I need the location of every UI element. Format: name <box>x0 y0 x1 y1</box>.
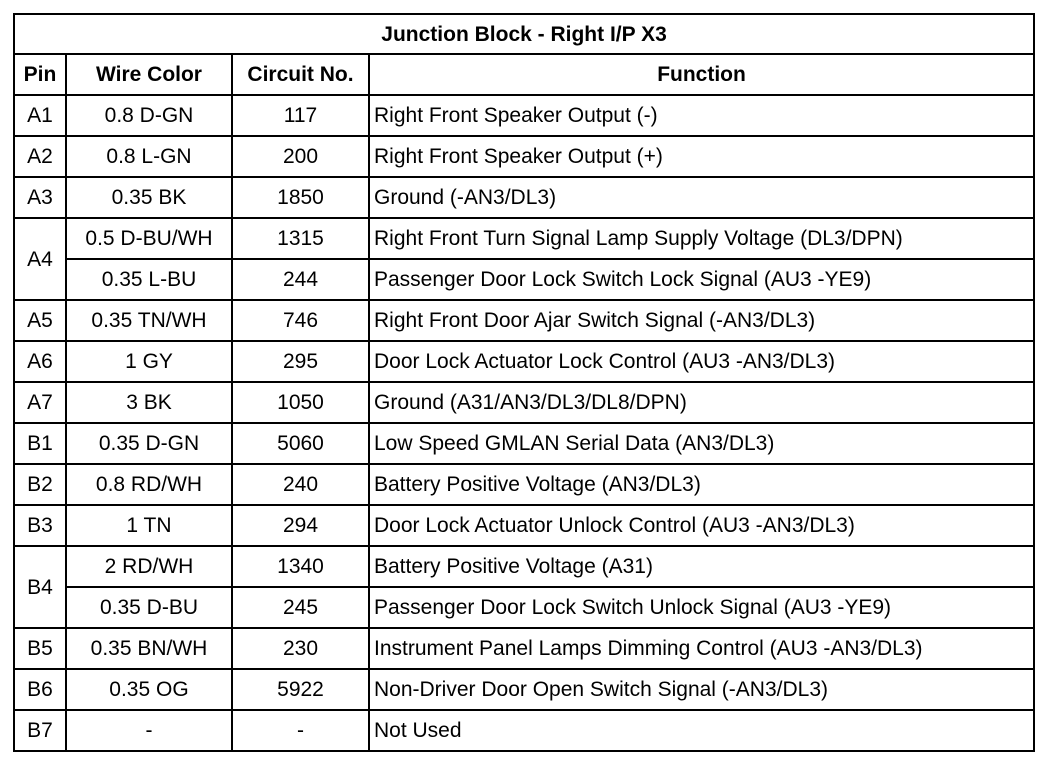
pin-cell: B5 <box>14 628 66 669</box>
function-cell: Right Front Speaker Output (-) <box>369 95 1034 136</box>
table-row <box>14 382 1034 423</box>
pin-cell: A6 <box>14 341 66 382</box>
pin-cell: B1 <box>14 423 66 464</box>
pin-cell: A4 <box>14 218 66 300</box>
wire-color-cell: 0.5 D-BU/WH <box>66 218 232 259</box>
circuit-cell: 117 <box>232 95 369 136</box>
circuit-cell: 746 <box>232 300 369 341</box>
function-cell: Passenger Door Lock Switch Unlock Signal (AU3 -YE9) <box>369 587 1034 628</box>
circuit-cell: 200 <box>232 136 369 177</box>
pin-cell: A5 <box>14 300 66 341</box>
wire-color-cell: 0.35 D-BU <box>66 587 232 628</box>
circuit-cell: 1050 <box>232 382 369 423</box>
wire-color-cell: 0.35 D-GN <box>66 423 232 464</box>
pin-cell: A1 <box>14 95 66 136</box>
header-wire-color: Wire Color <box>66 54 232 95</box>
table-row <box>14 136 1034 177</box>
wire-color-cell: 2 RD/WH <box>66 546 232 587</box>
pin-cell: A2 <box>14 136 66 177</box>
table-row <box>14 505 1034 546</box>
circuit-cell: - <box>232 710 369 751</box>
pin-cell: B7 <box>14 710 66 751</box>
function-cell: Battery Positive Voltage (AN3/DL3) <box>369 464 1034 505</box>
wire-color-cell: 1 GY <box>66 341 232 382</box>
circuit-cell: 230 <box>232 628 369 669</box>
wire-color-cell: 0.35 BN/WH <box>66 628 232 669</box>
table-title: Junction Block - Right I/P X3 <box>14 14 1034 54</box>
function-cell: Battery Positive Voltage (A31) <box>369 546 1034 587</box>
function-cell: Door Lock Actuator Unlock Control (AU3 -AN3/DL3) <box>369 505 1034 546</box>
circuit-cell: 1315 <box>232 218 369 259</box>
wire-color-cell: - <box>66 710 232 751</box>
wire-color-cell: 0.35 BK <box>66 177 232 218</box>
header-pin: Pin <box>14 54 66 95</box>
function-cell: Ground (A31/AN3/DL3/DL8/DPN) <box>369 382 1034 423</box>
table-row <box>14 464 1034 505</box>
pin-cell: A7 <box>14 382 66 423</box>
circuit-cell: 294 <box>232 505 369 546</box>
header-function: Function <box>369 54 1034 95</box>
wire-color-cell: 0.8 RD/WH <box>66 464 232 505</box>
circuit-cell: 5060 <box>232 423 369 464</box>
table-row <box>14 341 1034 382</box>
wire-color-cell: 3 BK <box>66 382 232 423</box>
pin-cell: B6 <box>14 669 66 710</box>
table-row <box>14 423 1034 464</box>
wire-color-cell: 0.35 TN/WH <box>66 300 232 341</box>
wire-color-cell: 0.8 D-GN <box>66 95 232 136</box>
table-row <box>14 669 1034 710</box>
table-row <box>14 546 1034 587</box>
header-row <box>14 54 1034 95</box>
table-row <box>14 259 1034 300</box>
function-cell: Ground (-AN3/DL3) <box>369 177 1034 218</box>
table-row <box>14 587 1034 628</box>
table-row <box>14 218 1034 259</box>
junction-block-table <box>13 13 1035 752</box>
circuit-cell: 245 <box>232 587 369 628</box>
circuit-cell: 240 <box>232 464 369 505</box>
title-row <box>14 14 1034 54</box>
circuit-cell: 295 <box>232 341 369 382</box>
circuit-cell: 244 <box>232 259 369 300</box>
circuit-cell: 1340 <box>232 546 369 587</box>
function-cell: Right Front Door Ajar Switch Signal (-AN3/DL3) <box>369 300 1034 341</box>
function-cell: Right Front Speaker Output (+) <box>369 136 1034 177</box>
function-cell: Low Speed GMLAN Serial Data (AN3/DL3) <box>369 423 1034 464</box>
wire-color-cell: 0.35 L-BU <box>66 259 232 300</box>
header-circuit-no: Circuit No. <box>232 54 369 95</box>
function-cell: Non-Driver Door Open Switch Signal (-AN3/DL3) <box>369 669 1034 710</box>
wire-color-cell: 0.8 L-GN <box>66 136 232 177</box>
circuit-cell: 5922 <box>232 669 369 710</box>
pin-cell: B2 <box>14 464 66 505</box>
wire-color-cell: 1 TN <box>66 505 232 546</box>
table-row <box>14 710 1034 751</box>
table-row <box>14 628 1034 669</box>
pin-cell: A3 <box>14 177 66 218</box>
function-cell: Not Used <box>369 710 1034 751</box>
table-row <box>14 177 1034 218</box>
function-cell: Passenger Door Lock Switch Lock Signal (AU3 -YE9) <box>369 259 1034 300</box>
table-row <box>14 95 1034 136</box>
pin-cell: B4 <box>14 546 66 628</box>
function-cell: Instrument Panel Lamps Dimming Control (AU3 -AN3/DL3) <box>369 628 1034 669</box>
circuit-cell: 1850 <box>232 177 369 218</box>
wire-color-cell: 0.35 OG <box>66 669 232 710</box>
table-row <box>14 300 1034 341</box>
function-cell: Door Lock Actuator Lock Control (AU3 -AN3/DL3) <box>369 341 1034 382</box>
pin-cell: B3 <box>14 505 66 546</box>
function-cell: Right Front Turn Signal Lamp Supply Voltage (DL3/DPN) <box>369 218 1034 259</box>
